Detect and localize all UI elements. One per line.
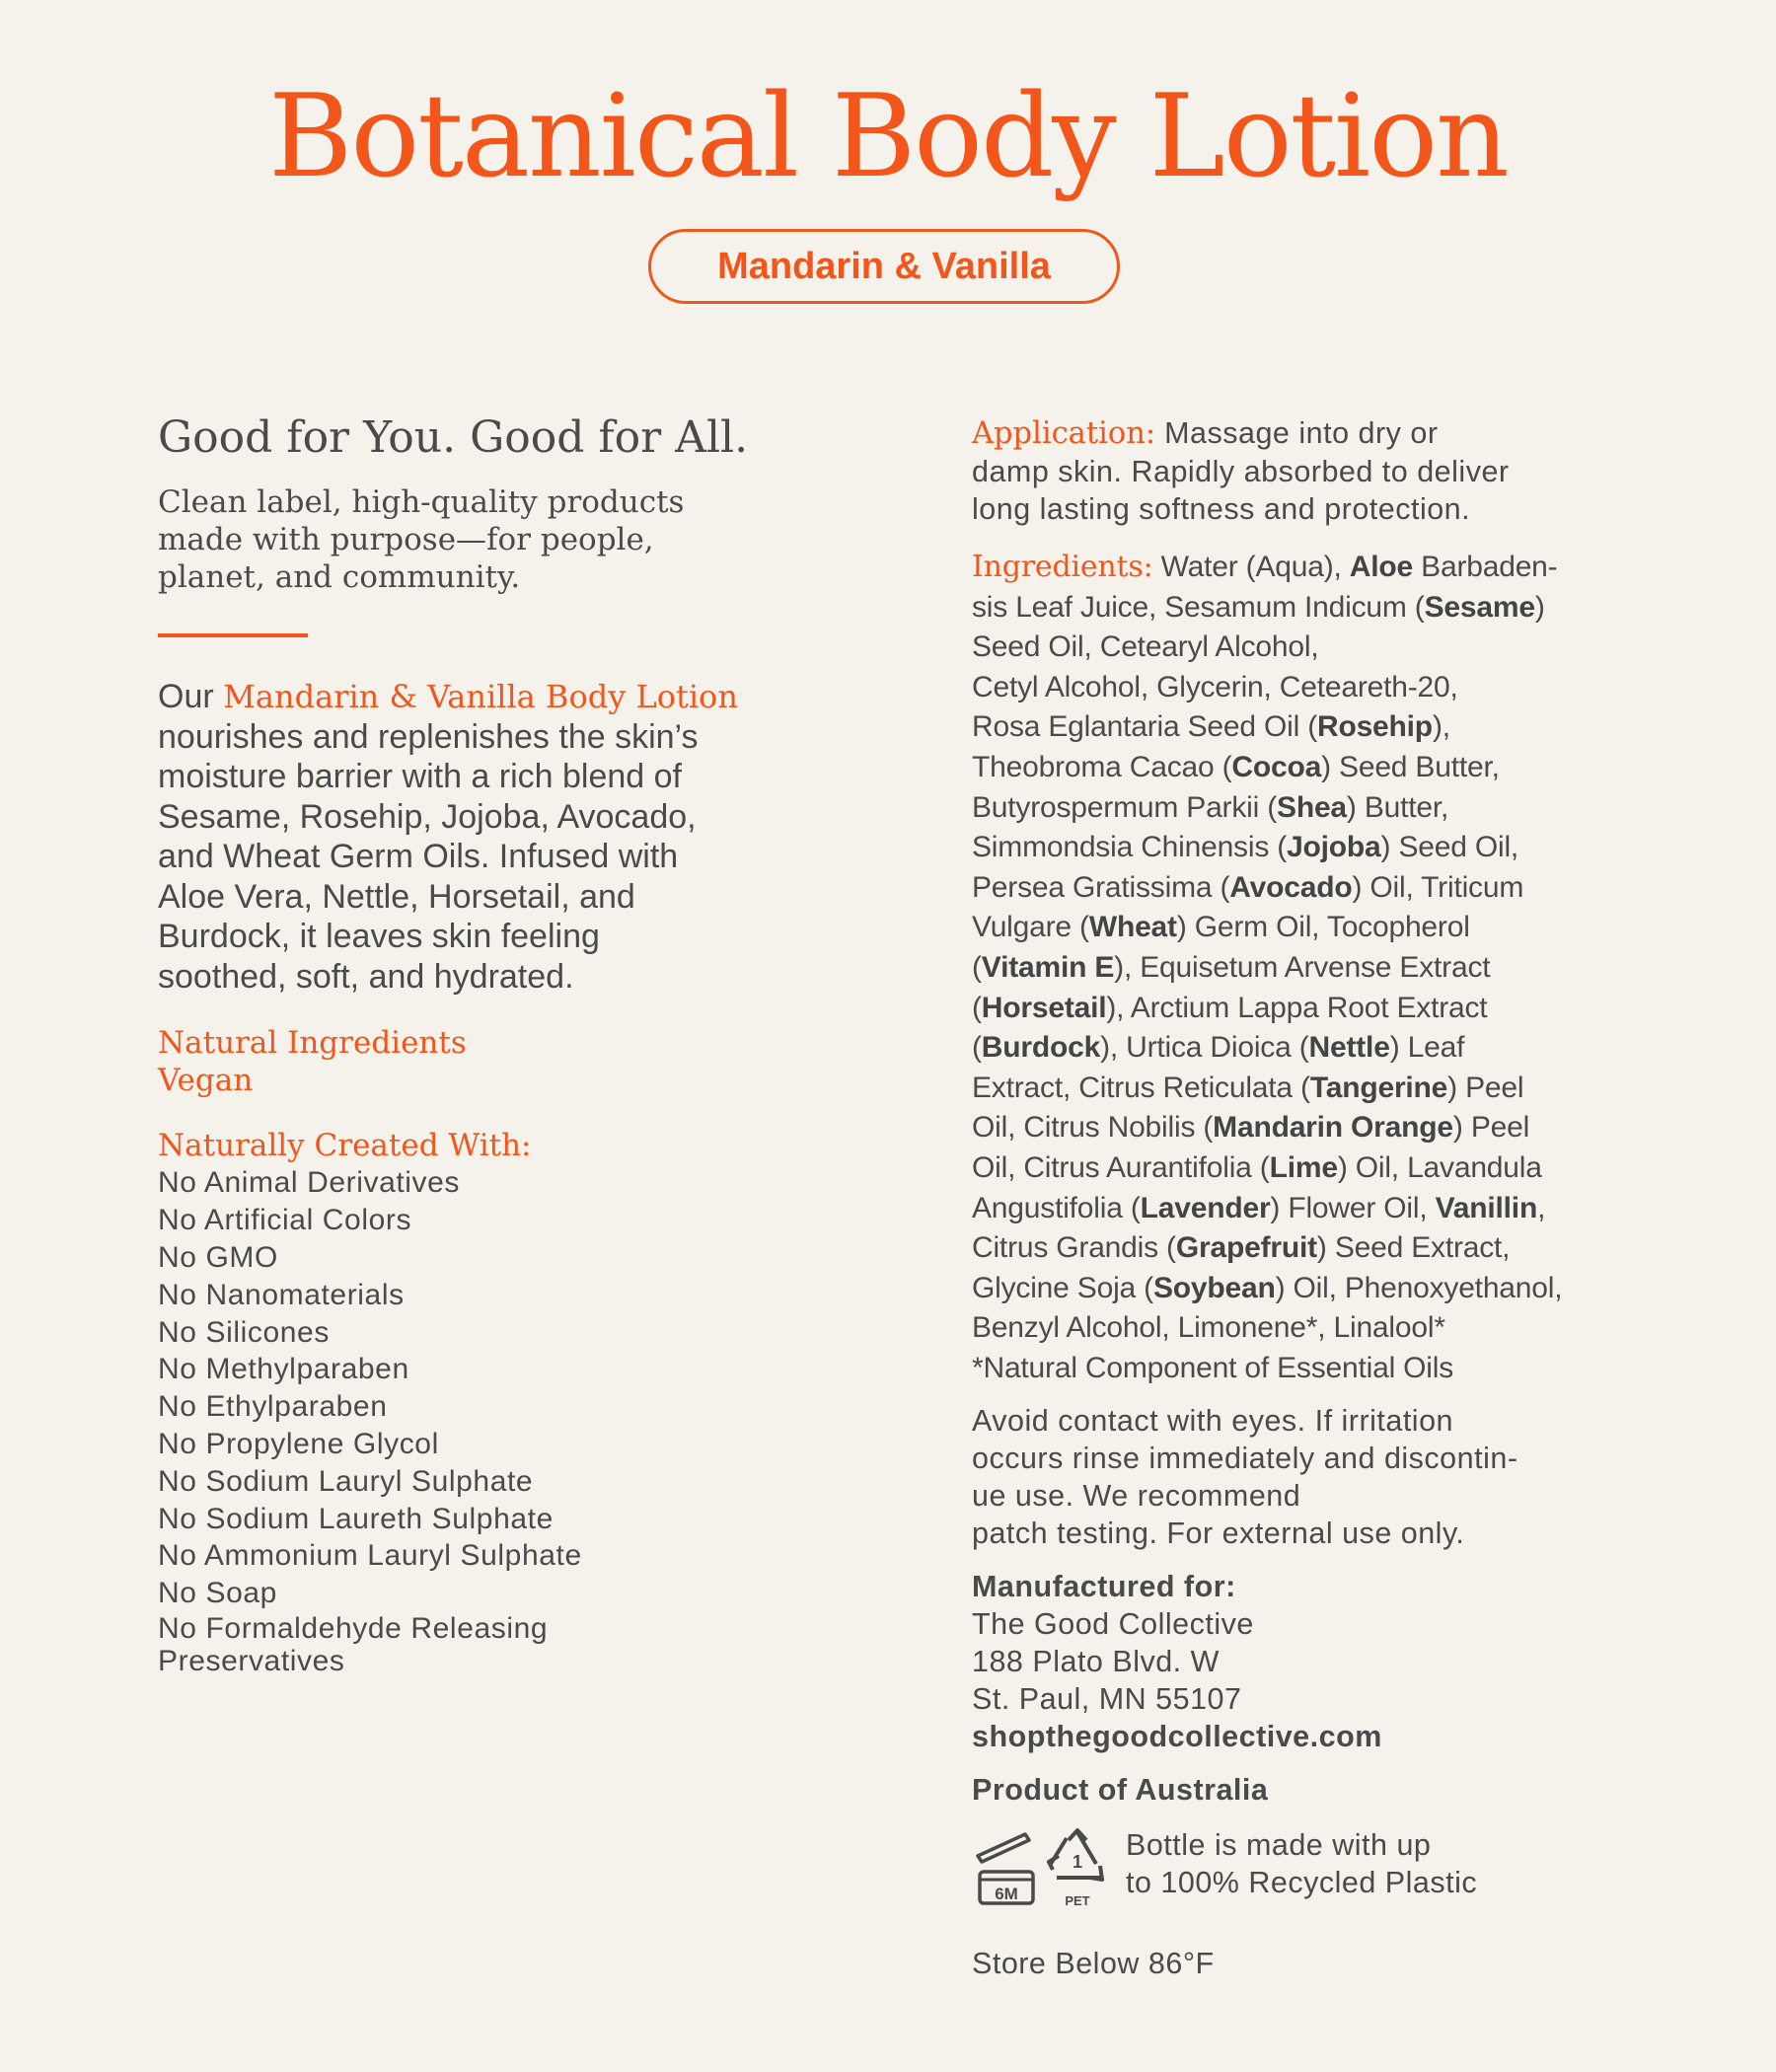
list-item xyxy=(158,1612,750,1677)
ingredient-text: ) Seed Extract, xyxy=(1316,1231,1511,1265)
warning-text xyxy=(972,1402,1643,1552)
manufacturer-info xyxy=(972,1568,1643,1755)
recycle-row xyxy=(972,1822,1643,1931)
ingredient-text: Extract, Citrus Reticulata ( xyxy=(972,1071,1310,1104)
list-item: No Propylene Glycol xyxy=(158,1427,439,1460)
ingredient-highlight: Vanillin xyxy=(1435,1191,1538,1224)
list-item: No Sodium Laureth Sulphate xyxy=(158,1502,554,1535)
ingredient-text: Water (Aqua), xyxy=(1152,551,1350,583)
desc-line: Burdock, it leaves skin feeling xyxy=(158,918,600,956)
list-item: No Animal Derivatives xyxy=(158,1166,461,1200)
ingredient-line xyxy=(972,1231,1510,1264)
desc-line: nourishes and replenishes the skin’s xyxy=(158,717,699,756)
ingredient-line xyxy=(972,951,1490,984)
ingredient-text: Oil, Citrus Aurantifolia ( xyxy=(972,1150,1270,1184)
intro-line: Clean label, high-quality products xyxy=(158,484,685,521)
origin-label: Product of Australia xyxy=(972,1773,1269,1808)
ingredient-highlight: Avocado xyxy=(1229,870,1353,904)
ingredient-line xyxy=(972,831,1518,863)
ingredient-text: Angustifolia ( xyxy=(972,1191,1141,1224)
ingredient-text: ( xyxy=(972,950,982,984)
ingredient-text: ), Arctium Lappa Root Extract xyxy=(1106,991,1488,1024)
ingredient-text: ), xyxy=(1432,710,1450,744)
ingredient-highlight: Lime xyxy=(1269,1150,1338,1184)
warning-line: Avoid contact with eyes. If irritation xyxy=(972,1404,1454,1439)
storage-text: Store Below 86°F xyxy=(972,1947,1215,1981)
list-item: No Ammonium Lauryl Sulphate xyxy=(158,1539,582,1573)
ingredient-text: ) Peel xyxy=(1452,1111,1530,1145)
recycle-number: 1 xyxy=(1072,1852,1083,1873)
ingredient-text: ( xyxy=(972,991,982,1024)
warning-line: ue use. We recommend xyxy=(972,1479,1301,1514)
ingredient-text: Vulgare ( xyxy=(972,911,1089,944)
ingredient-line xyxy=(972,911,1470,943)
ingredient-text: Citrus Grandis ( xyxy=(972,1231,1176,1265)
warning-line: patch testing. For external use only. xyxy=(972,1517,1465,1551)
left-column xyxy=(158,414,750,1677)
recycle-line: to 100% Recycled Plastic xyxy=(1126,1866,1478,1900)
ingredient-line xyxy=(972,671,1458,703)
ingredient-text: ), Equisetum Arvense Extract xyxy=(1114,950,1491,984)
period-after-opening-icon xyxy=(972,1828,1041,1914)
origin-text xyxy=(972,1771,1643,1809)
intro-line: made with purpose—for people, xyxy=(158,522,654,558)
claims-list xyxy=(158,1024,750,1099)
warning-line: occurs rinse immediately and discontin- xyxy=(972,1442,1518,1476)
ingredient-highlight: Lavender xyxy=(1140,1191,1271,1224)
application-line: long lasting softness and protection. xyxy=(972,492,1471,526)
list-item: No GMO xyxy=(158,1240,278,1274)
ingredient-line xyxy=(972,1111,1529,1144)
ingredient-highlight: Jojoba xyxy=(1287,831,1381,864)
right-column xyxy=(972,414,1643,1982)
ingredient-text: Butyrospermum Parkii ( xyxy=(972,790,1278,824)
ingredient-text: Theobroma Cacao ( xyxy=(972,750,1232,783)
claim-vegan: Vegan xyxy=(158,1063,254,1099)
ingredient-line xyxy=(1153,551,1558,583)
ingredient-text: Benzyl Alcohol, Limonene*, Linalool* xyxy=(972,1311,1445,1345)
ingredient-text: ) Seed Oil, xyxy=(1380,831,1519,864)
product-title: Botanical Body Lotion xyxy=(268,70,1508,203)
ingredient-line xyxy=(972,992,1487,1024)
ingredient-text: sis Leaf Juice, Sesamum Indicum ( xyxy=(972,590,1425,624)
free-from-list xyxy=(158,1164,750,1677)
ingredient-highlight: Horsetail xyxy=(981,991,1107,1024)
desc-product-name: Mandarin & Vanilla Body Lotion xyxy=(223,678,738,716)
application-section xyxy=(972,414,1643,528)
ingredient-line xyxy=(972,1311,1445,1344)
intro-line: planet, and community. xyxy=(158,559,521,596)
list-item: No Ethylparaben xyxy=(158,1390,388,1424)
manufacturer-line: The Good Collective xyxy=(972,1607,1254,1642)
ingredient-text: ) Germ Oil, Tocopherol xyxy=(1176,911,1470,944)
ingredient-highlight: Rosehip xyxy=(1316,710,1433,744)
ingredient-text: ) Seed Butter, xyxy=(1321,750,1500,783)
ingredient-highlight: Nettle xyxy=(1308,1031,1390,1065)
ingredient-highlight: Sesame xyxy=(1424,590,1535,624)
ingredient-text: ), Urtica Dioica ( xyxy=(1100,1031,1309,1065)
ingredient-highlight: Shea xyxy=(1277,790,1347,824)
ingredient-text: ) Peel xyxy=(1447,1071,1524,1104)
ingredient-text: ) Oil, Lavandula xyxy=(1337,1150,1542,1184)
recycle-code: PET xyxy=(1065,1893,1090,1909)
ingredient-line xyxy=(972,1272,1562,1304)
ingredient-text: ) Butter, xyxy=(1346,790,1449,824)
ingredient-highlight: Wheat xyxy=(1088,911,1177,944)
ingredient-highlight: Vitamin E xyxy=(981,950,1115,984)
ingredient-text: ) Oil, Triticum xyxy=(1352,870,1524,904)
ingredient-line xyxy=(972,1151,1542,1184)
ingredient-text: Persea Gratissima ( xyxy=(972,870,1230,904)
ingredient-line xyxy=(972,791,1448,824)
ingredient-text: Glycine Soja ( xyxy=(972,1271,1153,1304)
ingredient-line xyxy=(972,1031,1464,1064)
ingredient-line xyxy=(972,1072,1523,1104)
pao-label: 6M xyxy=(995,1885,1018,1904)
ingredient-text: Barbaden- xyxy=(1413,551,1558,583)
list-item: No Soap xyxy=(158,1577,277,1610)
ingredient-highlight: Mandarin Orange xyxy=(1213,1111,1453,1145)
divider xyxy=(158,633,308,637)
ingredients-section xyxy=(972,548,1643,1388)
ingredient-line xyxy=(972,751,1500,783)
ingredient-text: ) Oil, Phenoxyethanol, xyxy=(1275,1271,1563,1304)
ingredient-text: Seed Oil, Cetearyl Alcohol, xyxy=(972,630,1319,664)
product-description xyxy=(158,677,750,997)
desc-line: and Wheat Germ Oils. Infused with xyxy=(158,838,679,876)
ingredient-highlight: Grapefruit xyxy=(1175,1231,1317,1265)
recycle-text xyxy=(1126,1826,1619,1901)
list-item: No Nanomaterials xyxy=(158,1278,405,1311)
ingredient-highlight: Cocoa xyxy=(1231,750,1322,783)
desc-line: moisture barrier with a rich blend of xyxy=(158,758,683,796)
manufacturer-line: 188 Plato Blvd. W xyxy=(972,1645,1220,1679)
list-item: No Methylparaben xyxy=(158,1353,409,1386)
desc-line: Sesame, Rosehip, Jojoba, Avocado, xyxy=(158,797,697,836)
application-line: Massage into dry or xyxy=(1155,416,1439,450)
ingredient-text: Oil, Citrus Nobilis ( xyxy=(972,1111,1214,1145)
manufacturer-line: St. Paul, MN 55107 xyxy=(972,1682,1242,1717)
desc-line: Aloe Vera, Nettle, Horsetail, and xyxy=(158,877,635,916)
ingredient-line xyxy=(972,1192,1545,1224)
website-link[interactable]: shopthegoodcollective.com xyxy=(972,1720,1382,1754)
variant-badge: Mandarin & Vanilla xyxy=(648,229,1120,304)
application-line: damp skin. Rapidly absorbed to deliver xyxy=(972,455,1510,488)
claim-natural: Natural Ingredients xyxy=(158,1025,467,1062)
ingredient-highlight: Tangerine xyxy=(1309,1071,1448,1104)
ingredient-text: Cetyl Alcohol, Glycerin, Ceteareth-20, xyxy=(972,670,1458,703)
ingredient-line xyxy=(972,1352,1453,1384)
ingredient-text: ( xyxy=(972,1031,982,1065)
ingredient-line xyxy=(972,710,1450,743)
list-item-line: No Formaldehyde Releasing xyxy=(158,1611,549,1645)
recycle-line: Bottle is made with up xyxy=(1126,1828,1432,1863)
ingredient-text: ) Leaf xyxy=(1389,1031,1465,1065)
intro-text xyxy=(158,483,750,596)
ingredient-text: Simmondsia Chinensis ( xyxy=(972,831,1288,864)
ingredient-text: ) Flower Oil, xyxy=(1270,1191,1436,1224)
ingredient-highlight: Aloe xyxy=(1349,551,1414,583)
ingredient-text: Rosa Eglantaria Seed Oil ( xyxy=(972,710,1317,744)
list-item: No Artificial Colors xyxy=(158,1204,412,1237)
ingredient-line xyxy=(972,591,1545,624)
recycle-icon xyxy=(1045,1826,1110,1918)
naturally-created-heading: Naturally Created With: xyxy=(158,1128,532,1164)
list-item-line: Preservatives xyxy=(158,1644,345,1677)
ingredient-text: ) xyxy=(1534,590,1545,624)
ingredient-line xyxy=(972,630,1318,663)
desc-line: soothed, soft, and hydrated. xyxy=(158,957,574,996)
desc-prefix: Our xyxy=(158,678,224,716)
manufactured-label: Manufactured for: xyxy=(972,1570,1236,1604)
ingredient-line xyxy=(972,871,1523,904)
list-item: No Silicones xyxy=(158,1315,330,1349)
ingredient-text: *Natural Component of Essential Oils xyxy=(972,1351,1454,1384)
list-item: No Sodium Lauryl Sulphate xyxy=(158,1464,534,1498)
ingredient-highlight: Burdock xyxy=(981,1031,1101,1065)
ingredient-text: , xyxy=(1537,1191,1546,1224)
ingredient-highlight: Soybean xyxy=(1152,1271,1276,1304)
tagline: Good for You. Good for All. xyxy=(158,412,749,463)
application-label: Application: xyxy=(972,416,1156,451)
ingredients-label: Ingredients: xyxy=(972,550,1153,584)
